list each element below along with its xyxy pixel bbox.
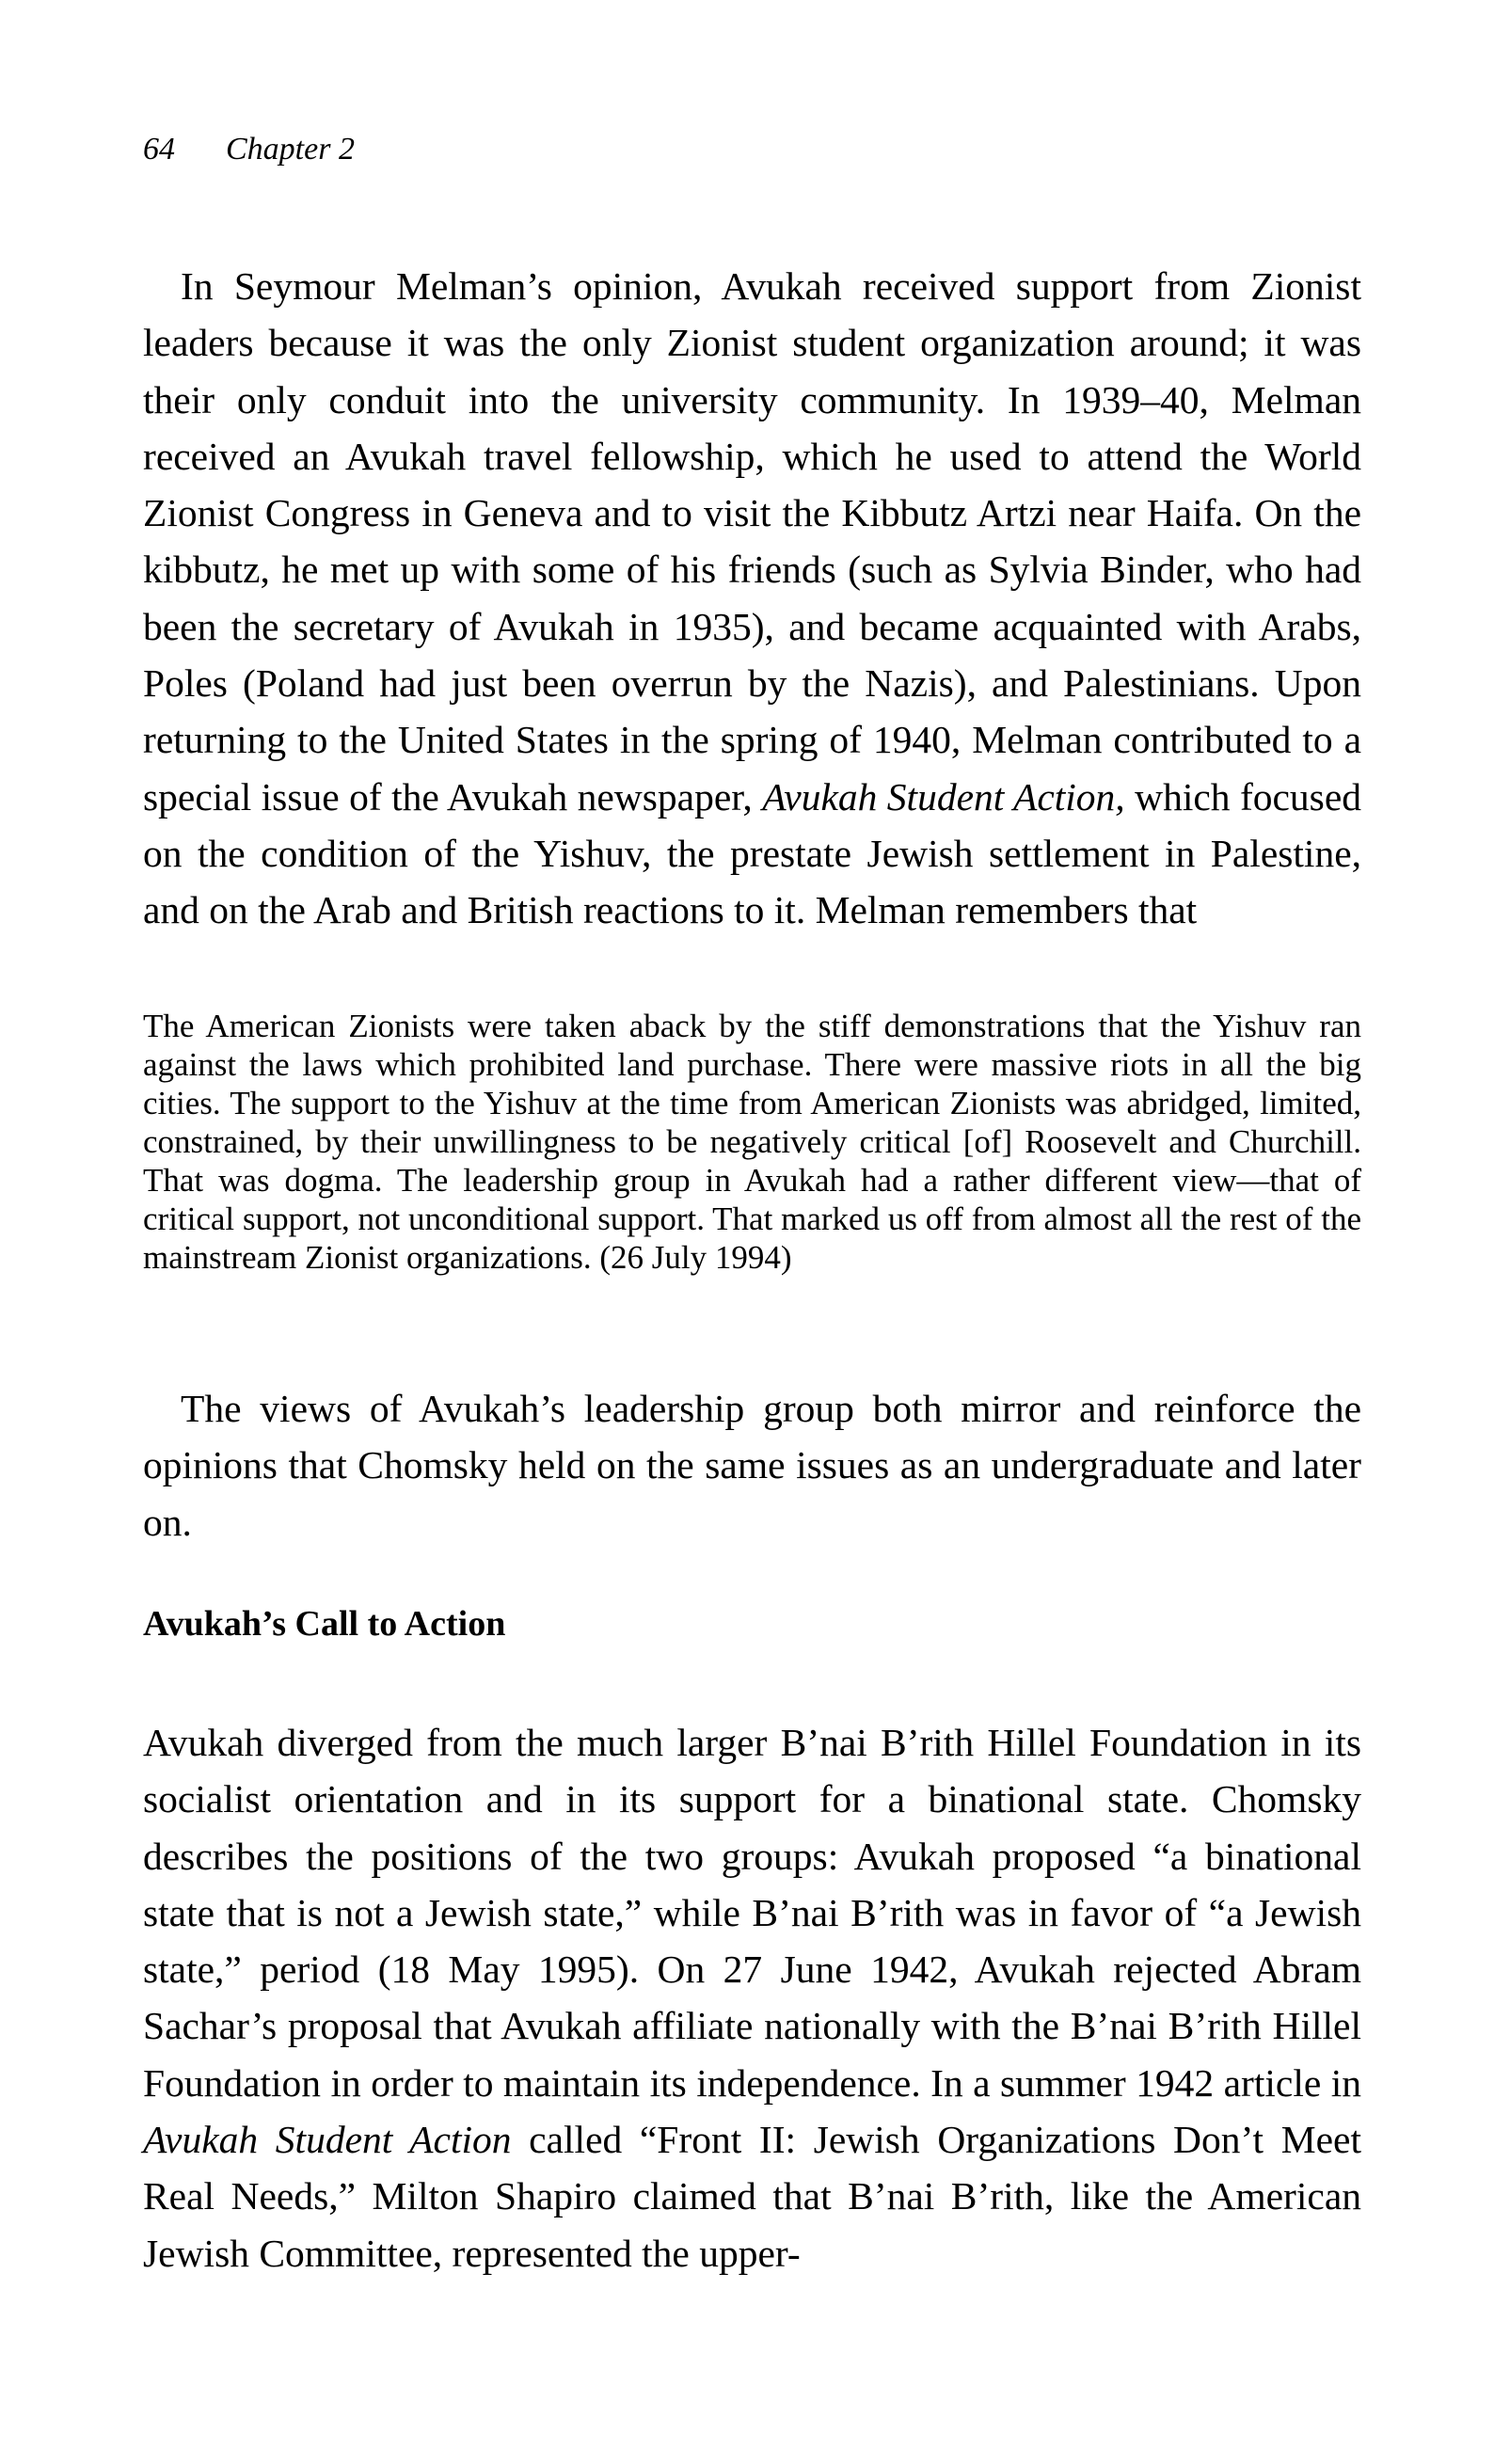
paragraph-text: Avukah diverged from the much larger B’nai B’rith Hillel Foundation in its socialist orientation and in its support for a binational state. Chomsky describes the positions of the two groups: Avukah proposed “a binational state that is not a Jewish state,” while B’nai B’rith was in favor of “a Jewish state,” period (18 May 1995). On 27 June 1942, Avukah rejected Abram Sachar’s proposal that Avukah affiliate nationally with the B’nai B’rith Hillel Foundation in order to maintain its independence. In a summer 1942 article in bbox=[143, 1721, 1361, 2105]
publication-title: Avukah Student Action bbox=[143, 2118, 512, 2162]
chapter-title: Chapter 2 bbox=[226, 132, 355, 167]
body-paragraph bbox=[143, 258, 1361, 939]
publication-title: Avukah Student Action, bbox=[762, 774, 1125, 819]
section-heading: Avukah’s Call to Action bbox=[143, 1604, 506, 1644]
running-head bbox=[143, 134, 355, 166]
paragraph-text: In Seymour Melman’s opinion, Avukah received support from Zionist leaders because it was the only Zionist student organization around; it was their only conduit into the university community. In 1939–40, Melman received an Avukah travel fellowship, which he used to attend the World Zionist Congress in Geneva and to visit the Kibbutz Artzi near Haifa. On the kibbutz, he met up with some of his friends (such as Sylvia Binder, who had been the secretary of Avukah in 1935), and became acquainted with Arabs, Poles (Poland had just been overrun by the Nazis), and Palestinians. Upon returning to the United States in the spring of 1940, Melman contributed to a special issue of the Avukah newspaper, bbox=[143, 264, 1361, 819]
body-paragraph: The views of Avukah’s leadership group both mirror and reinforce the opinions that Chomsky held on the same issues as an undergraduate and later on. bbox=[143, 1387, 1361, 1544]
body-paragraph bbox=[143, 1714, 1361, 2281]
page-number: 64 bbox=[143, 132, 175, 167]
block-quote: The American Zionists were taken aback by the stiff demonstrations that the Yishuv ran against the laws which prohibited land purchase. There were massive riots in all the big cities. The support to the Yishuv at the time from American Zionists was abridged, limited, constrained, by their unwillingness to be negatively critical [of] Roosevelt and Churchill. That was dogma. The leadership group in Avukah had a rather different view—that of critical support, not unconditional support. That marked us off from almost all the rest of the mainstream Zionist organizations. (26 July 1994) bbox=[143, 1008, 1361, 1276]
paragraph-text: called “Front II: Jewish Organizations Don’t Meet Real Needs,” Milton Shapiro claimed that B’nai B’rith, like the American Jewish Committee, represented the upper- bbox=[143, 2118, 1361, 2275]
paragraph-text: which focused on the condition of the Yishuv, the prestate Jewish settlement in Palestine, and on the Arab and British reactions to it. Melman remembers that bbox=[143, 774, 1362, 932]
